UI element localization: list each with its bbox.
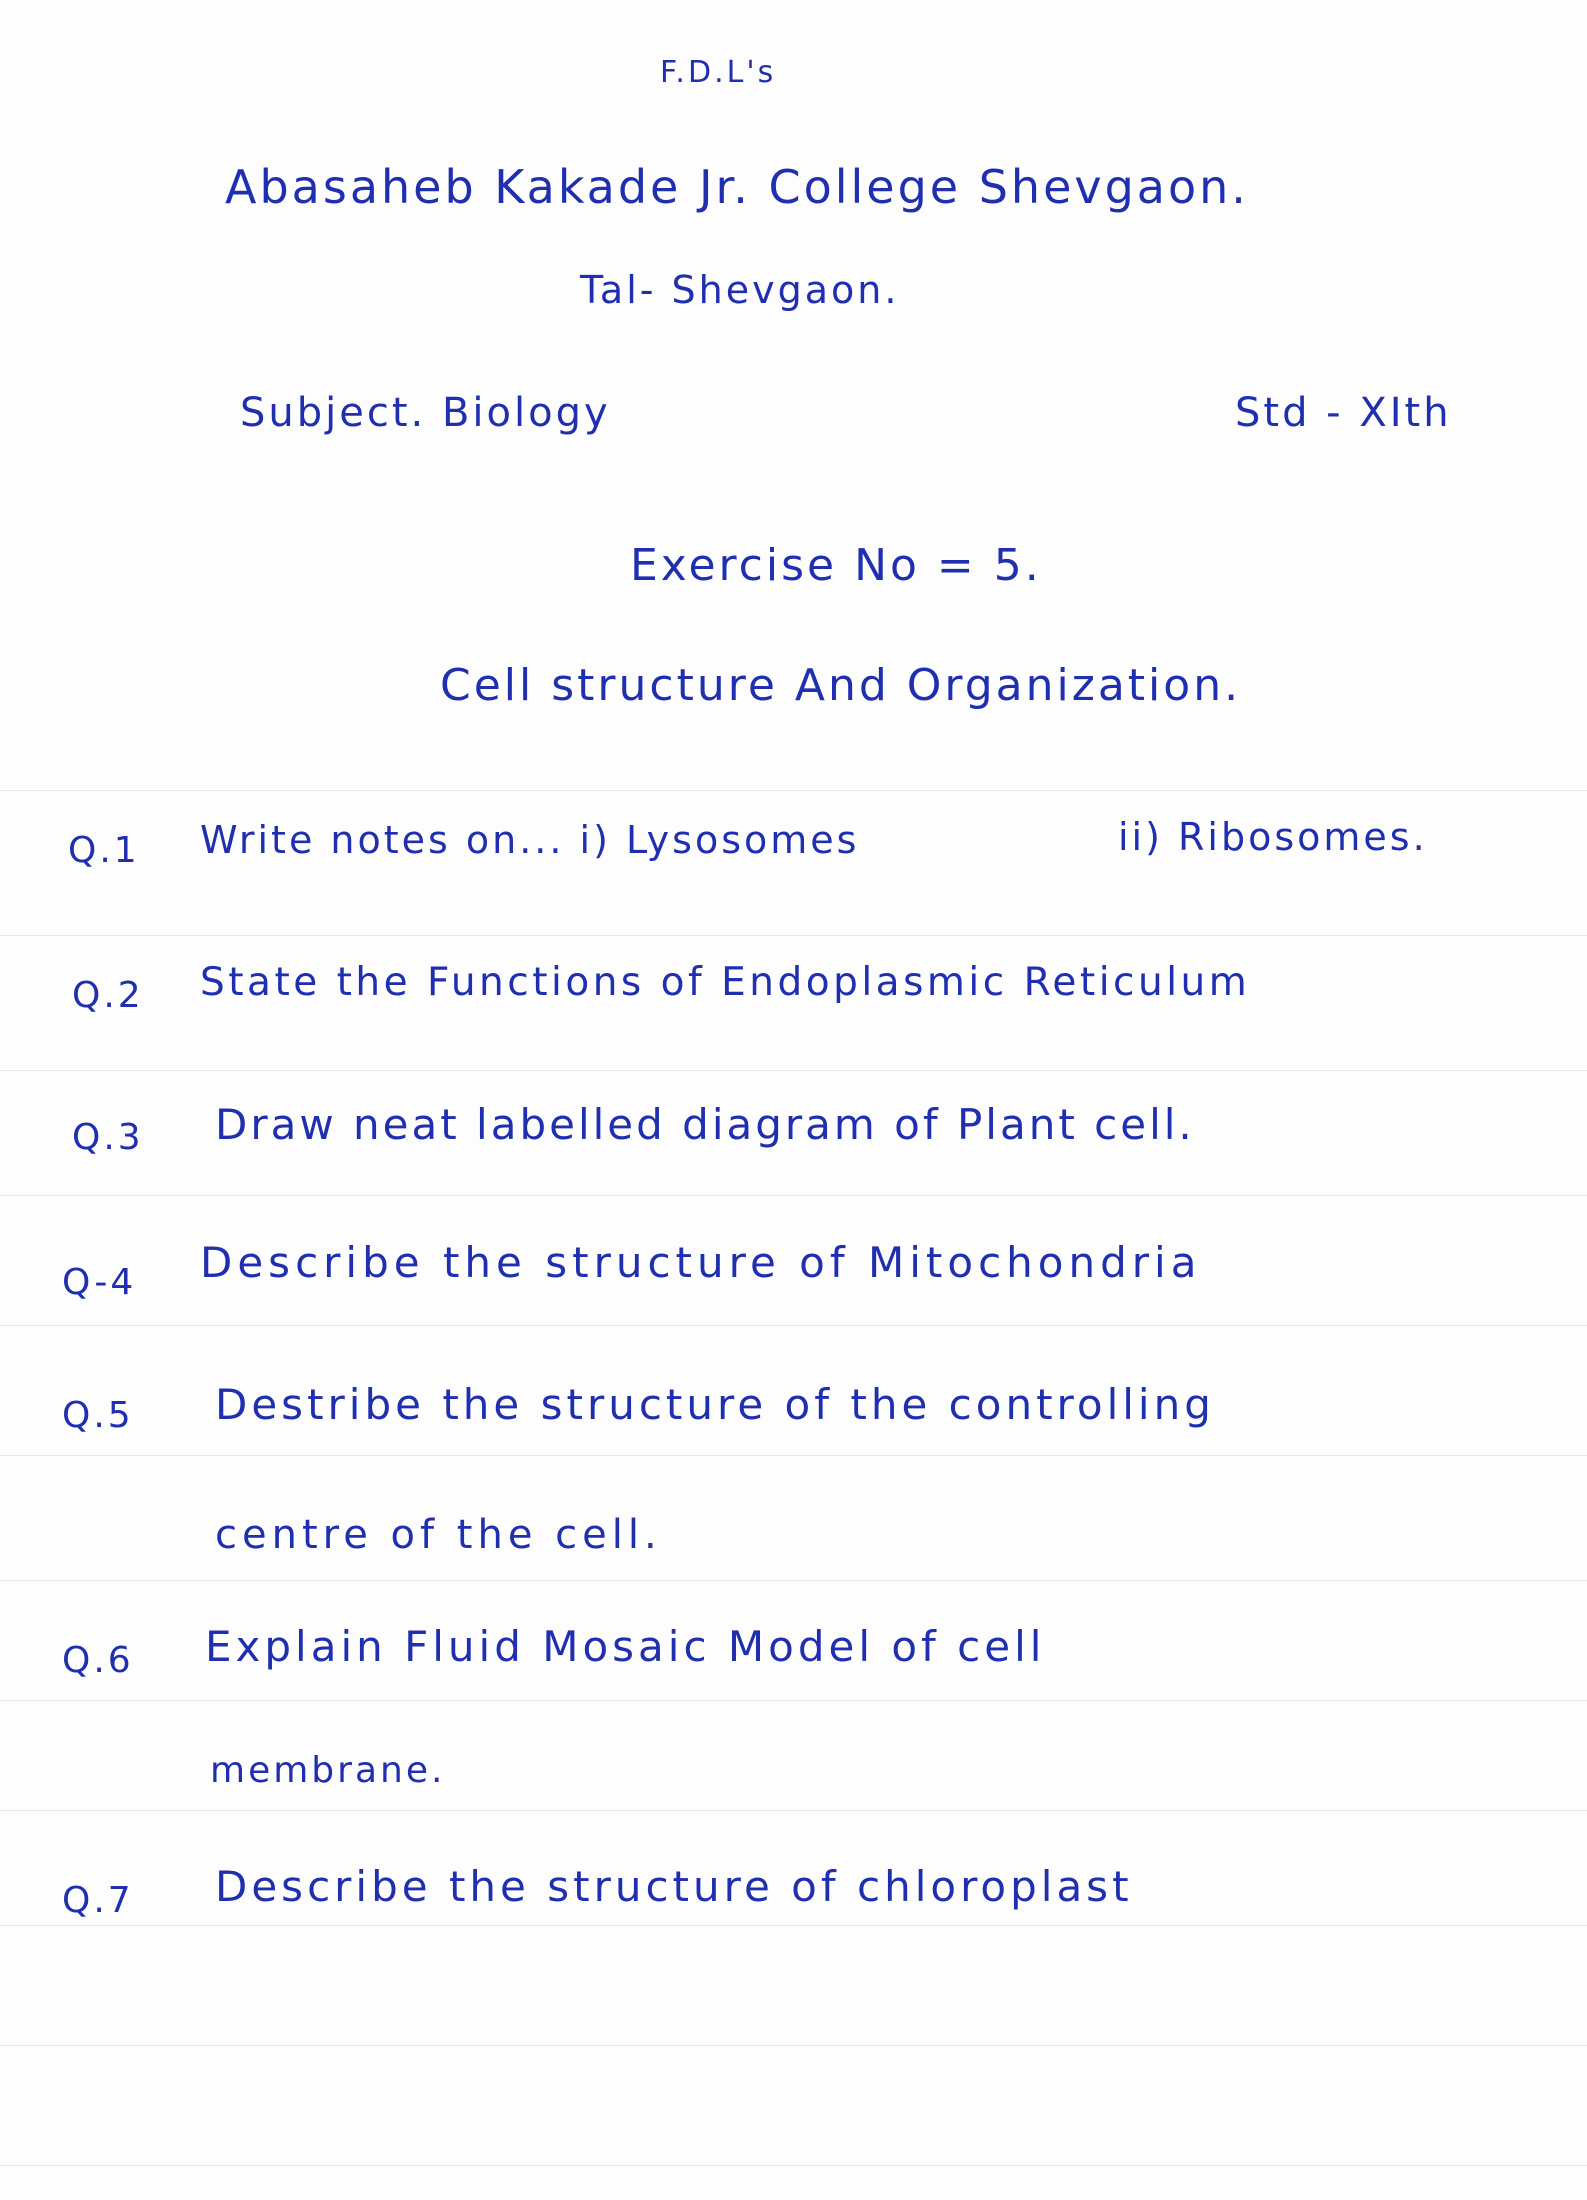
question-number: Q.3	[72, 1117, 144, 1158]
question-text: Destribe the structure of the controlling	[215, 1380, 1215, 1429]
ruled-line	[0, 790, 1587, 791]
question-text: Write notes on... i) Lysosomes	[200, 818, 860, 862]
question-number: Q.7	[62, 1880, 134, 1921]
question-text: Explain Fluid Mosaic Model of cell	[205, 1622, 1046, 1671]
question-number: Q-4	[62, 1262, 137, 1303]
question-number: Q.6	[62, 1640, 134, 1681]
question-number: Q.2	[72, 975, 144, 1016]
question-text-part2: centre of the cell.	[215, 1512, 662, 1558]
ruled-line	[0, 1070, 1587, 1071]
college-name: Abasaheb Kakade Jr. College Shevgaon.	[225, 160, 1249, 214]
ruled-line	[0, 1700, 1587, 1701]
exercise-title: Cell structure And Organization.	[440, 660, 1242, 711]
ruled-line	[0, 1195, 1587, 1196]
question-text-part2: ii) Ribosomes.	[1118, 815, 1428, 859]
question-text: Describe the structure of Mitochondria	[200, 1238, 1202, 1287]
ruled-line	[0, 1925, 1587, 1926]
society-name: F.D.L's	[660, 55, 777, 90]
ruled-line	[0, 935, 1587, 936]
question-number: Q.1	[68, 830, 140, 871]
ruled-line	[0, 1325, 1587, 1326]
ruled-line	[0, 2045, 1587, 2046]
subject-label: Subject. Biology	[240, 390, 611, 436]
question-number: Q.5	[62, 1395, 134, 1436]
ruled-line	[0, 1580, 1587, 1581]
question-text: Describe the structure of chloroplast	[215, 1862, 1133, 1911]
question-text-part2: membrane.	[210, 1750, 446, 1791]
standard-label: Std - XIth	[1235, 390, 1452, 436]
question-text: State the Functions of Endoplasmic Reticulum	[200, 960, 1251, 1005]
question-text: Draw neat labelled diagram of Plant cell.	[215, 1100, 1195, 1149]
ruled-line	[0, 1455, 1587, 1456]
ruled-line	[0, 2165, 1587, 2166]
exercise-number: Exercise No = 5.	[630, 540, 1042, 591]
taluka-name: Tal- Shevgaon.	[580, 268, 900, 312]
ruled-line	[0, 1810, 1587, 1811]
